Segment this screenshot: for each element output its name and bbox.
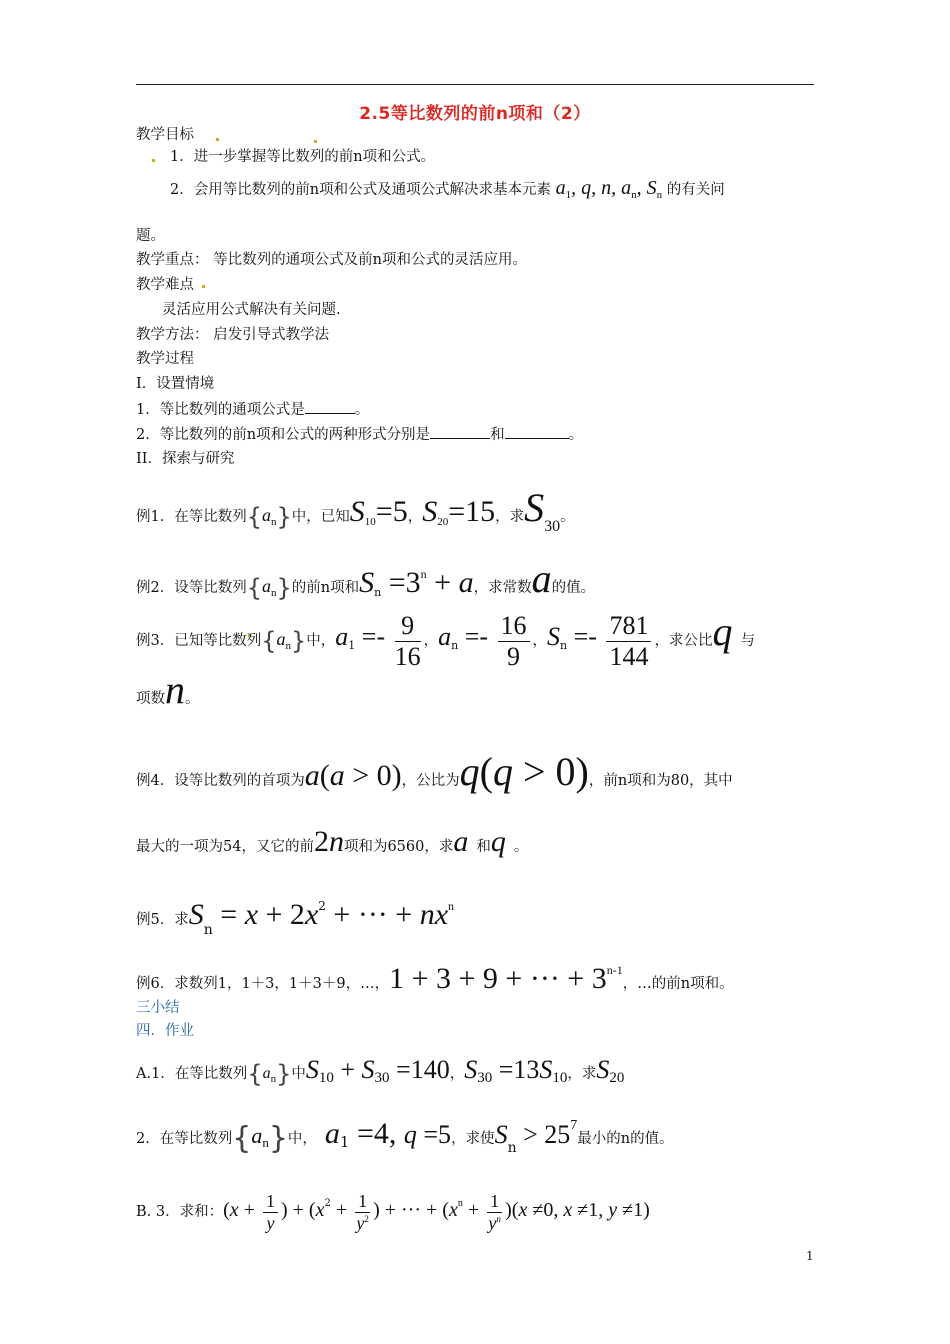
question-2-text: 2．等比数列的前n项和公式的两种形式分别是 [136, 427, 431, 443]
example-4-line2-mid: 项和为6560，求 [343, 839, 454, 855]
example-3-mid: 中， [306, 633, 336, 649]
example-3-line2-text: 项数 [136, 691, 165, 707]
summary-heading: 三小结 [136, 1000, 180, 1016]
example-6: 例6．求数列1，1＋3，1＋3＋9，…，1 + 3 + 9 + ··· + $3^{n-1}$，…的前n项和。 [136, 962, 734, 995]
fraction: $\frac{781}{144}$ [606, 611, 651, 672]
example-4-q-label: ，公比为 [401, 773, 460, 789]
s10-value: =5 [375, 495, 408, 528]
homework-a1-ask: ，求 [567, 1066, 597, 1082]
example-3-and: 与 [740, 633, 755, 649]
question-1 [136, 399, 369, 420]
key-point: 教学重点： 等比数列的通项公式及前n项和公式的灵活应用。 [136, 252, 527, 268]
process-heading: 教学过程 [136, 351, 194, 367]
scan-dot [314, 140, 317, 143]
objective-2-math: $a_1$, q, n, $a_n$, $S_n$ [555, 177, 663, 201]
question-2-and: 和 [490, 427, 505, 443]
homework-b3: B. 3．求和：(x + $\frac{1}{y}$ ) + ($x^2$ + $\frac{1}{y^2}$ ) + ··· + ($x^n$ + $\frac{1}{y^n}$ )(x ≠0, x ≠1, y ≠1) [136, 1190, 650, 1233]
example-4-tail: ，前n项和为80，其中 [588, 773, 733, 789]
example-3-label: 例3．已知等比数列 [136, 633, 262, 649]
example-4-line2-pre: 最大的一项为54，又它的前 [136, 839, 314, 855]
homework-2-ask: ，求使 [451, 1131, 495, 1147]
example-1-mid: 中，已知 [291, 509, 350, 525]
homework-a1-label: A.1．在等比数列 [136, 1066, 248, 1082]
difficulty-text: 灵活应用公式解决有关问题. [162, 302, 341, 318]
homework-b3-label: B. 3．求和： [136, 1204, 224, 1220]
homework-2-end: 最小的n的值。 [577, 1131, 674, 1147]
homework-a1: A.1．在等比数列$\{a_n\}$中$S_{10} + S_{30} =140$，$S_{30} =13S_{10}$，求$S_{20}$ [136, 1055, 625, 1088]
example-1-end: 。 [560, 509, 575, 525]
scan-dot [202, 285, 205, 288]
answer-blank [430, 424, 490, 439]
page-number: 1 [806, 1249, 814, 1263]
section1-heading: I．设置情境 [136, 376, 215, 392]
example-1-label: 例1．在等比数列 [136, 509, 247, 525]
objective-1: 1．进一步掌握等比数列的前n项和公式。 [170, 149, 436, 165]
objective-2 [170, 178, 725, 205]
example-2-mid: 的前n项和 [291, 580, 360, 596]
section2-heading: II．探索与研究 [136, 451, 235, 467]
example-3: 例3．已知等比数列$\{a_n\}$中，$a_1$ =- $\frac{9}{16}$ ，$a_n$ =- $\frac{16}{9}$ ，$S_n$ =- $\frac{781}{144}$ ，求公比q 与 [136, 609, 755, 671]
example-4-and: 和 [476, 839, 491, 855]
question-2 [136, 424, 583, 445]
fraction: $\frac{9}{16}$ [394, 610, 421, 671]
header-rule [136, 84, 814, 85]
example-1: 例1．在等比数列$\{a_n\}$中，已知$S_{10}=5$，$S_{20}=15$，求$S_{30}$。 [136, 485, 575, 535]
example-4: 例4．设等比数列的首项为a(a > 0)，公比为q(q > 0)，前n项和为80，其中 [136, 749, 733, 794]
objective-2-tail: 的有关问 [666, 182, 725, 198]
example-3-end: 。 [185, 691, 200, 707]
answer-blank [505, 424, 569, 439]
objectives-heading: 教学目标 [136, 127, 194, 143]
answer-blank [305, 399, 355, 414]
example-2-label: 例2．设等比数列 [136, 580, 247, 596]
objective-2-cont: 题。 [136, 228, 165, 244]
question-2-end: 。 [568, 427, 584, 443]
example-4-label: 例4．设等比数列的首项为 [136, 773, 305, 789]
fraction: $\frac{16}{9}$ [498, 611, 530, 672]
method: 教学方法： 启发引导式教学法 [136, 327, 330, 343]
example-6-end: ，…的前n项和。 [622, 976, 734, 992]
example-3-line2: 项数n。 [136, 667, 200, 712]
example-4-end: 。 [513, 839, 529, 855]
example-5: 例5．求$S_n = x + 2x^2$ + ··· + $nx^n$ [136, 898, 455, 938]
homework-2-label: 2．在等比数列 [136, 1131, 233, 1147]
example-2-ask: ，求常数 [473, 580, 532, 596]
example-6-label: 例6．求数列1，1＋3，1＋3＋9，…， [136, 976, 390, 992]
homework-2-mid: 中， [287, 1131, 317, 1147]
example-3-ask: ，求公比 [654, 633, 713, 649]
homework-a1-mid: 中 [291, 1066, 306, 1082]
objective-2-text: 2．会用等比数列的前n项和公式及通项公式解决求基本元素 [170, 182, 552, 198]
example-2-end: 的值。 [551, 580, 596, 596]
example-2: 例2．设等比数列$\{a_n\}$的前n项和$S_n =3^n + a$，求常数a的值。 [136, 556, 596, 602]
question-1-end: 。 [354, 402, 370, 418]
example-1-ask: ，求 [495, 509, 525, 525]
question-1-text: 1．等比数列的通项公式是 [136, 402, 305, 418]
s20-value: =15 [448, 495, 496, 528]
page-title: 2.5等比数列的前n项和（2） [359, 104, 591, 124]
homework-heading: 四．作业 [136, 1023, 194, 1039]
scan-dot [152, 159, 155, 162]
example-5-label: 例5．求 [136, 912, 189, 928]
scan-dot [216, 138, 219, 141]
difficulty-heading: 教学难点 [136, 277, 194, 293]
homework-2: 2．在等比数列$\{a_n\}$中， $a_1 =4$, q =5，求使$S_n > 25^7$最小的n的值。 [136, 1117, 674, 1156]
example-4-line2: 最大的一项为54，又它的前2n项和为6560，求a 和q 。 [136, 825, 529, 858]
